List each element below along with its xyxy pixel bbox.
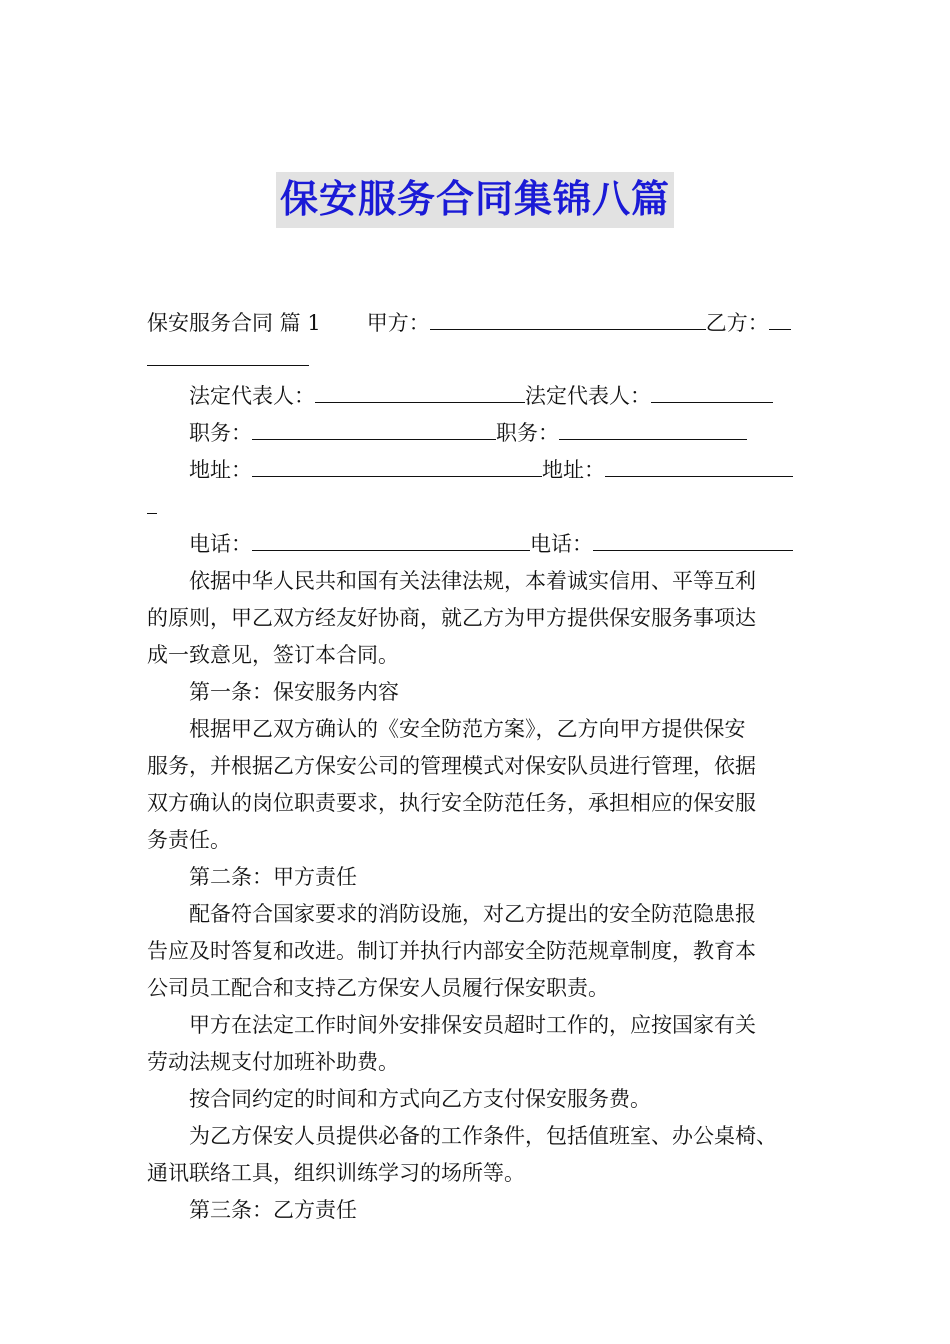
legal-rep-line <box>189 381 773 411</box>
address-b-blank <box>605 456 793 477</box>
article1-line-2: 服务，并根据乙方保安公司的管理模式对保安队员进行管理，依据 <box>147 754 756 778</box>
party-a-label: 甲方： <box>366 311 430 335</box>
party-b-label: 乙方： <box>705 311 769 335</box>
contract-number: 保安服务合同 篇 1 <box>147 311 321 335</box>
position-line <box>189 418 747 448</box>
phone-a-label: 电话： <box>189 532 252 556</box>
position-a-label: 职务： <box>189 421 252 445</box>
article2-p3: 按合同约定的时间和方式向乙方支付保安服务费。 <box>189 1087 651 1111</box>
address-line <box>189 455 793 485</box>
article2-p4-line-1: 为乙方保安人员提供必备的工作条件，包括值班室、办公桌椅、 <box>189 1124 777 1148</box>
intro-line-3: 成一致意见，签订本合同。 <box>147 643 399 667</box>
legal-rep-b-label: 法定代表人： <box>525 384 651 408</box>
party-b-blank-start <box>769 309 791 330</box>
article2-p1-line-1: 配备符合国家要求的消防设施，对乙方提出的安全防范隐患报 <box>189 902 756 926</box>
phone-b-blank <box>593 530 793 551</box>
position-b-label: 职务： <box>496 421 559 445</box>
address-a-label: 地址： <box>189 458 252 482</box>
header-line-continued <box>147 344 309 374</box>
article3-heading: 第三条：乙方责任 <box>189 1198 357 1222</box>
article2-heading: 第二条：甲方责任 <box>189 865 357 889</box>
address-line-continued <box>147 492 157 522</box>
article1-line-4: 务责任。 <box>147 828 231 852</box>
position-a-blank <box>252 419 496 440</box>
document-title: 保安服务合同集锦八篇 <box>276 172 674 228</box>
address-b-label: 地址： <box>542 458 605 482</box>
intro-line-2: 的原则，甲乙双方经友好协商，就乙方为甲方提供保安服务事项达 <box>147 606 756 630</box>
header-line <box>147 308 791 338</box>
article2-p1-line-3: 公司员工配合和支持乙方保安人员履行保安职责。 <box>147 976 609 1000</box>
position-b-blank <box>559 419 747 440</box>
article1-heading: 第一条：保安服务内容 <box>189 680 399 704</box>
article1-line-1: 根据甲乙双方确认的《安全防范方案》，乙方向甲方提供保安 <box>189 717 746 741</box>
address-b-blank-end <box>147 493 157 514</box>
address-a-blank <box>252 456 542 477</box>
article2-p2-line-2: 劳动法规支付加班补助费。 <box>147 1050 399 1074</box>
legal-rep-a-blank <box>315 382 525 403</box>
article1-line-3: 双方确认的岗位职责要求，执行安全防范任务，承担相应的保安服 <box>147 791 756 815</box>
party-a-blank <box>430 309 706 330</box>
phone-b-label: 电话： <box>530 532 593 556</box>
phone-a-blank <box>252 530 530 551</box>
article2-p1-line-2: 告应及时答复和改进。制订并执行内部安全防范规章制度，教育本 <box>147 939 756 963</box>
party-b-blank-end <box>147 345 309 366</box>
legal-rep-a-label: 法定代表人： <box>189 384 315 408</box>
article2-p2-line-1: 甲方在法定工作时间外安排保安员超时工作的，应按国家有关 <box>189 1013 756 1037</box>
intro-line-1: 依据中华人民共和国有关法律法规，本着诚实信用、平等互利 <box>189 569 756 593</box>
article2-p4-line-2: 通讯联络工具，组织训练学习的场所等。 <box>147 1161 525 1185</box>
legal-rep-b-blank <box>651 382 773 403</box>
phone-line <box>189 529 793 559</box>
title-block <box>0 172 950 228</box>
